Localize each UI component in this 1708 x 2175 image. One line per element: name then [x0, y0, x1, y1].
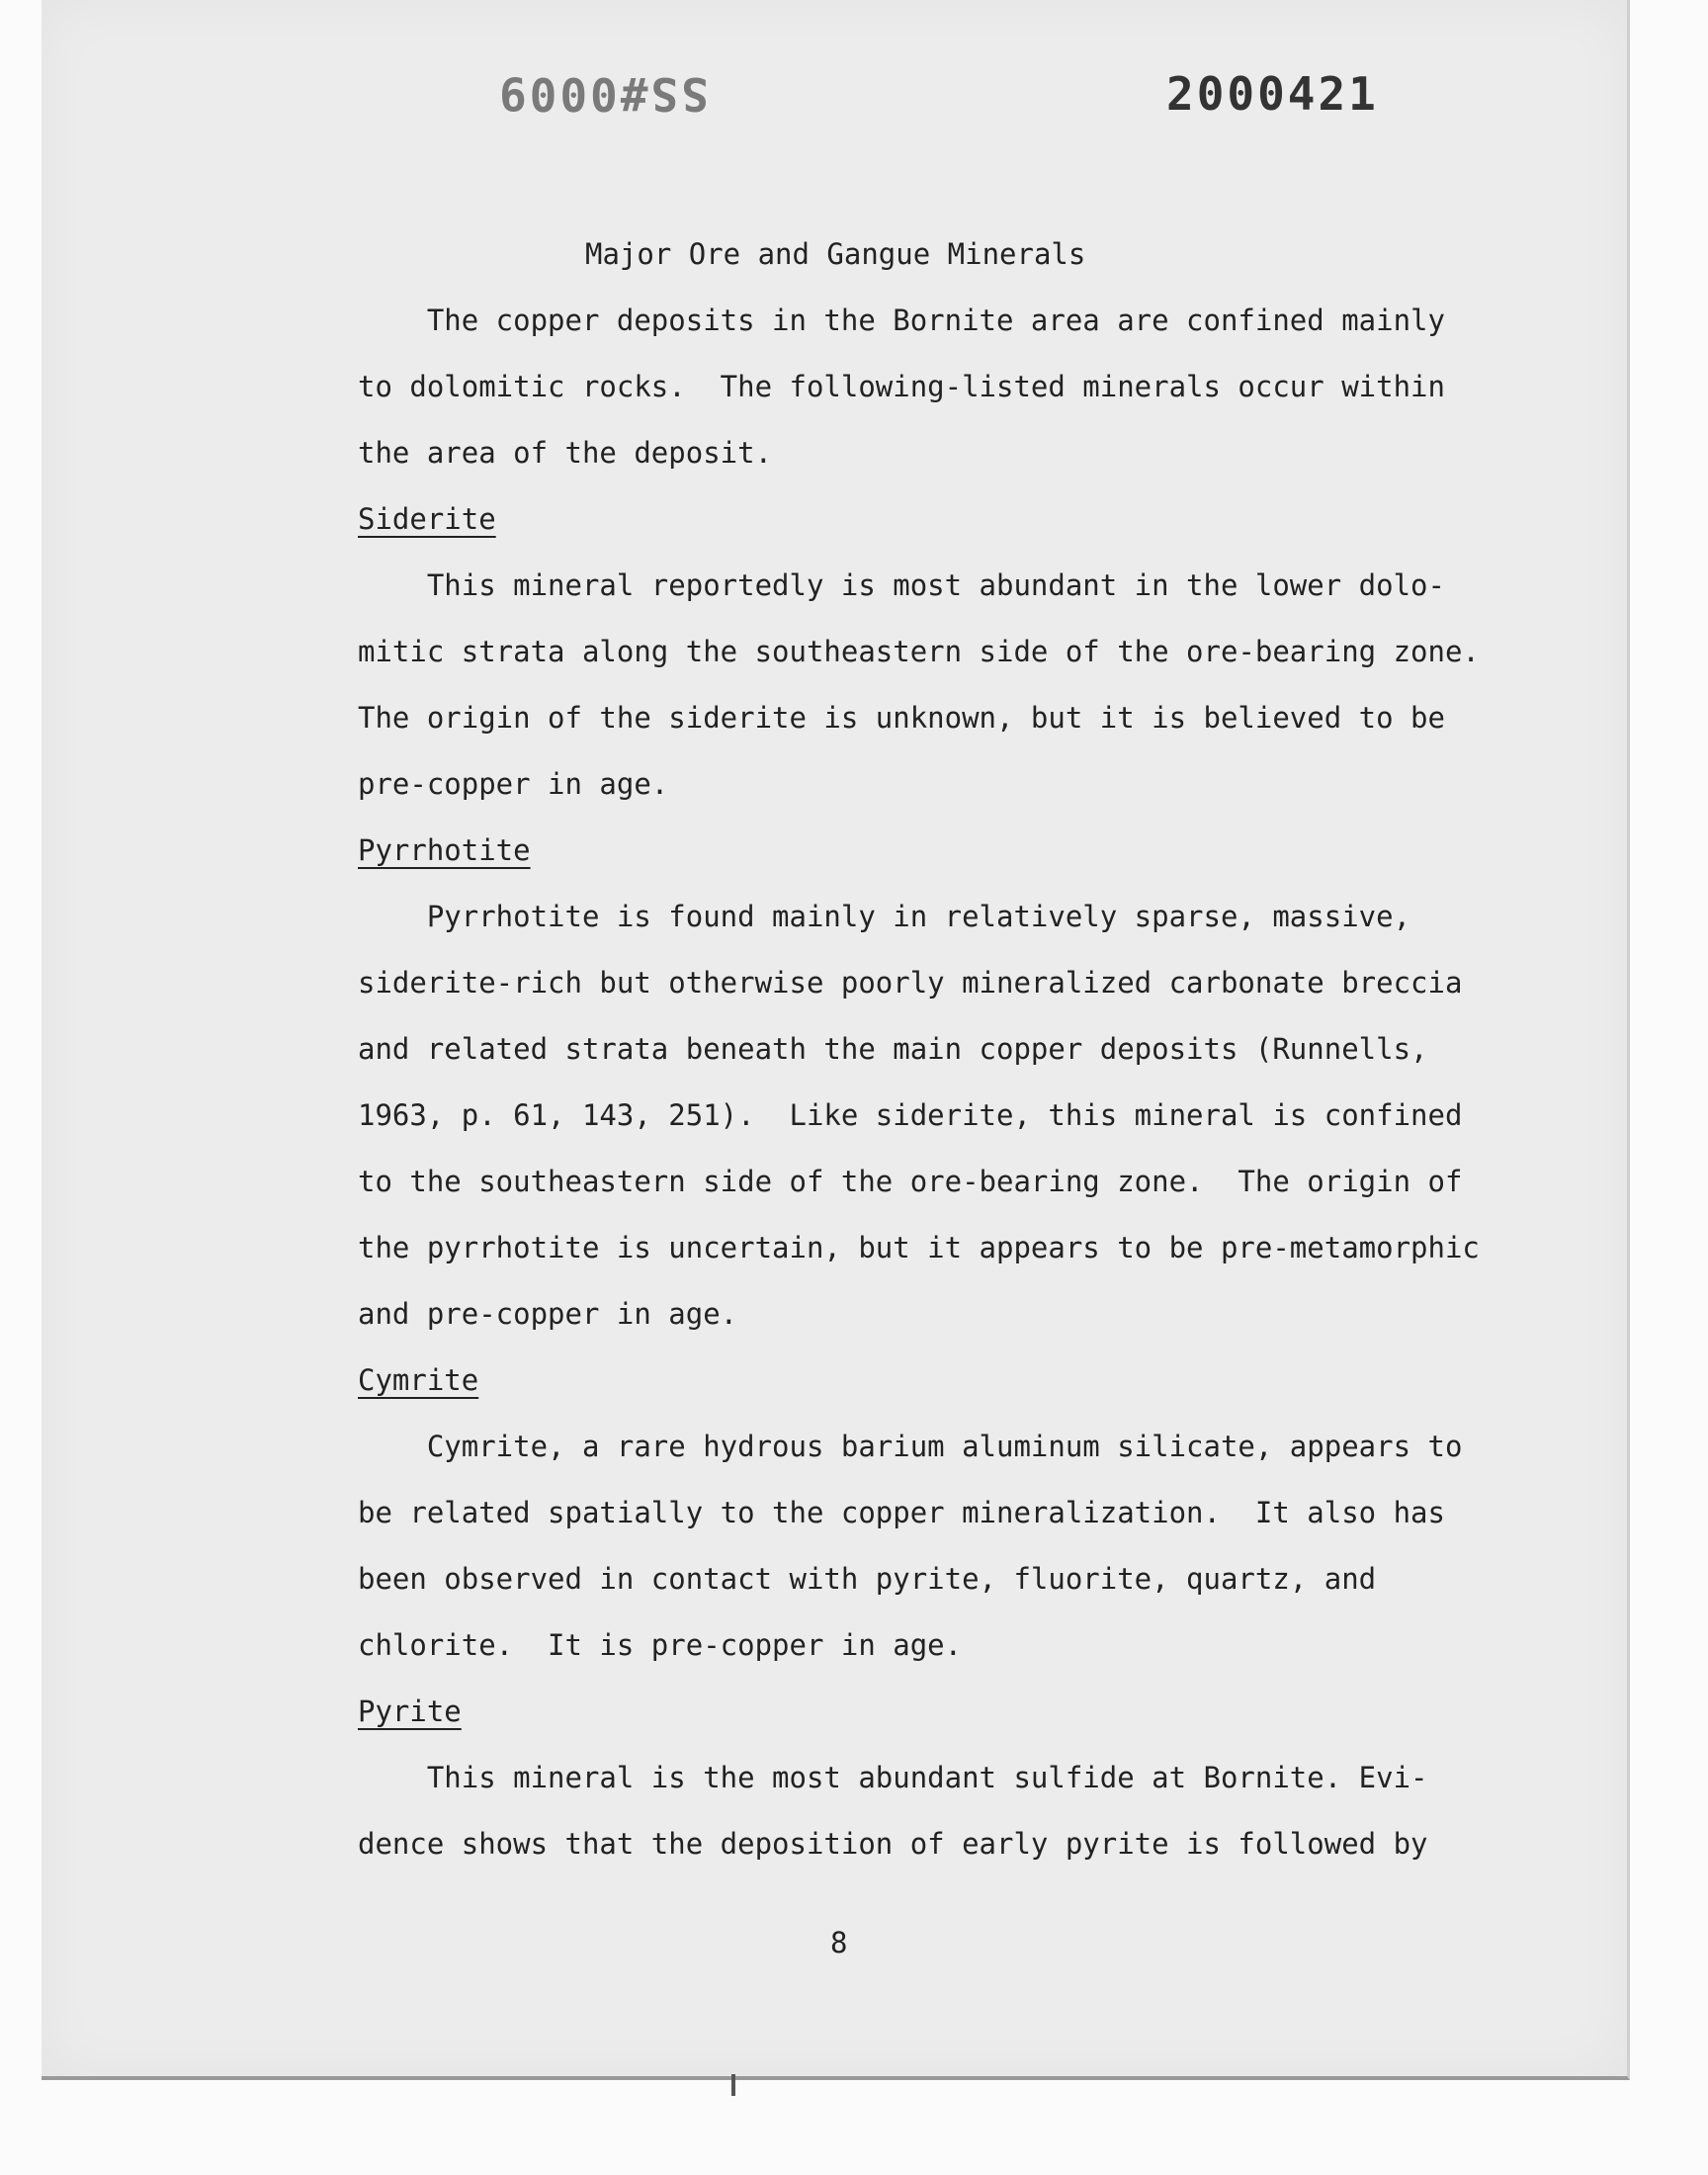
paragraph-line: pre-copper in age.	[358, 767, 669, 801]
scan-edge-mark	[731, 2074, 735, 2096]
paragraph-line: mitic strata along the southeastern side of the ore-bearing zone.	[358, 635, 1480, 668]
paragraph-line: This mineral is the most abundant sulfide at Bornite. Evi-	[358, 1761, 1428, 1794]
paragraph-line: been observed in contact with pyrite, fluorite, quartz, and	[358, 1562, 1377, 1596]
page-number: 8	[830, 1926, 848, 1959]
paragraph-line: to the southeastern side of the ore-bearing zone. The origin of	[358, 1165, 1463, 1198]
section-heading-pyrite: Pyrite	[358, 1695, 462, 1728]
paragraph-line: Pyrrhotite is found mainly in relatively sparse, massive,	[358, 900, 1411, 933]
paragraph-line: dence shows that the deposition of early pyrite is followed by	[358, 1827, 1428, 1861]
intro-line: to dolomitic rocks. The following-listed minerals occur within	[358, 370, 1445, 403]
paragraph-line: Cymrite, a rare hydrous barium aluminum silicate, appears to	[358, 1430, 1463, 1463]
paragraph-line: and related strata beneath the main copper deposits (Runnells,	[358, 1032, 1428, 1066]
paragraph-line: be related spatially to the copper mineralization. It also has	[358, 1496, 1445, 1529]
paragraph-line: siderite-rich but otherwise poorly mineralized carbonate breccia	[358, 966, 1463, 1000]
intro-line: The copper deposits in the Bornite area are confined mainly	[358, 304, 1445, 337]
paragraph-line: This mineral reportedly is most abundant in the lower dolo-	[358, 568, 1445, 602]
intro-line: the area of the deposit.	[358, 436, 773, 470]
section-heading-pyrrhotite: Pyrrhotite	[358, 833, 531, 867]
section-heading-siderite: Siderite	[358, 502, 496, 536]
page-title: Major Ore and Gangue Minerals	[585, 237, 1086, 271]
inverted-document-stamp: SS#0009	[496, 67, 709, 121]
paragraph-line: and pre-copper in age.	[358, 1297, 738, 1331]
section-heading-cymrite: Cymrite	[358, 1363, 479, 1397]
document-stamp: 2000421	[1166, 67, 1379, 121]
paragraph-line: the pyrrhotite is uncertain, but it appears to be pre-metamorphic	[358, 1231, 1480, 1264]
document-sheet	[42, 0, 1630, 2080]
paragraph-line: The origin of the siderite is unknown, but it is believed to be	[358, 701, 1445, 735]
paragraph-line: chlorite. It is pre-copper in age.	[358, 1628, 963, 1662]
paragraph-line: 1963, p. 61, 143, 251). Like siderite, this mineral is confined	[358, 1098, 1463, 1132]
